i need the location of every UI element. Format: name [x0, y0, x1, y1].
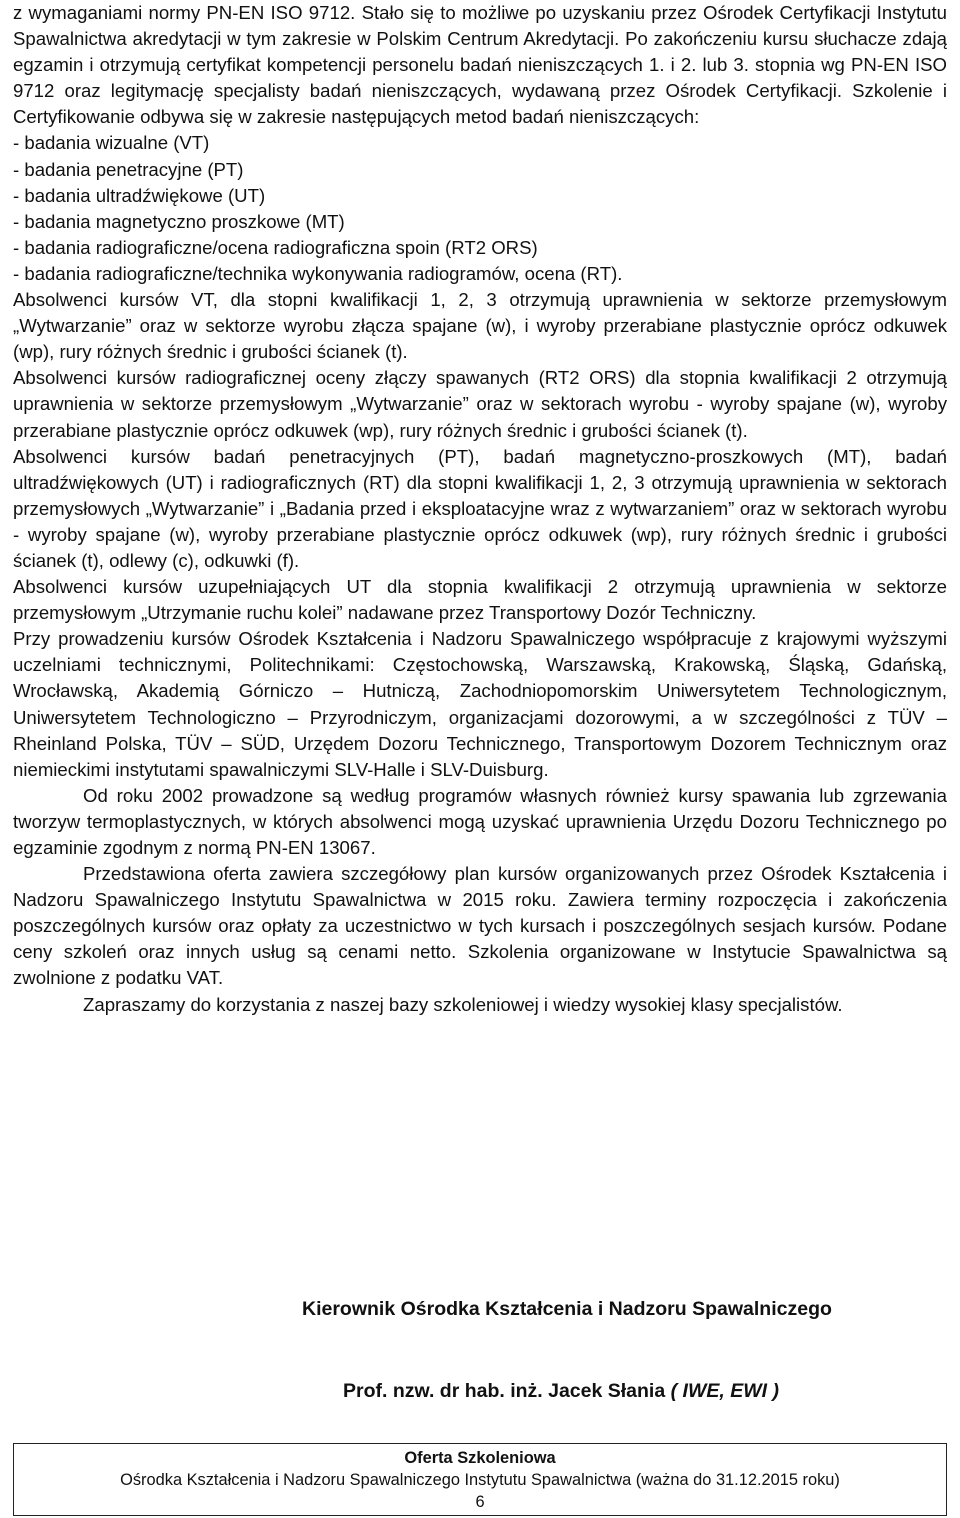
plastics-welding-paragraph: Od roku 2002 prowadzone są według programów własnych również kursy spawania lub zgrzewania tworzyw termoplastycznych, w których absolwenci mogą uzyskać uprawnienia Urzędu Dozoru Technicznego po egzaminie zgodnym z normą PN-EN 13067.	[13, 784, 947, 858]
signature-title: Kierownik Ośrodka Kształcenia i Nadzoru Spawalniczego	[302, 1298, 832, 1320]
footer-title: Oferta Szkoleniowa	[404, 1449, 556, 1467]
list-item: - badania magnetyczno proszkowe (MT)	[13, 210, 345, 232]
vt-paragraph: Absolwenci kursów VT, dla stopni kwalifikacji 1, 2, 3 otrzymują uprawnienia w sektorze przemysłowym „Wytwarzanie” oraz w sektorze wyrobu złącza spajane (w), i wyroby przerabiane plastycznie oprócz odkuwek (wp), rury różnych średnic i grubości ścianek (t).	[13, 289, 947, 363]
footer-subtitle: Ośrodka Kształcenia i Nadzoru Spawalniczego Instytutu Spawalnictwa (ważna do 31.12.2015 roku)	[120, 1471, 840, 1489]
ut-supplementary-paragraph: Absolwenci kursów uzupełniających UT dla stopnia kwalifikacji 2 otrzymują uprawnienia w sektorze przemysłowym „Utrzymanie ruchu kolei” nadawane przez Transportowy Dozór Techniczny.	[13, 576, 947, 624]
list-item: - badania ultradźwiękowe (UT)	[13, 184, 266, 206]
page-footer	[13, 1443, 947, 1516]
signature-name: Prof. nzw. dr hab. inż. Jacek Słania	[343, 1380, 666, 1402]
signature-credentials: ( IWE, EWI )	[670, 1380, 779, 1402]
list-item: - badania wizualne (VT)	[13, 132, 210, 154]
invitation-paragraph: Zapraszamy do korzystania z naszej bazy szkoleniowej i wiedzy wysokiej klasy specjalistów.	[83, 993, 843, 1015]
list-item: - badania radiograficzne/ocena radiograficzna spoin (RT2 ORS)	[13, 236, 538, 258]
intro-paragraph: z wymaganiami normy PN-EN ISO 9712. Stało się to możliwe po uzyskaniu przez Ośrodek Certyfikacji Instytutu Spawalnictwa akredytacji w tym zakresie w Polskim Centrum Akredytacji. Po zakończeniu kursu słuchacze zdają egzamin i otrzymują certyfikat kompetencji personelu badań nieniszczących 1. i 2. lub 3. stopnia wg PN-EN ISO 9712 oraz legitymację specjalisty badań nieniszczących, wydawaną przez Ośrodek Certyfikacji. Szkolenie i Certyfikowanie odbywa się w zakresie następujących metod badań nieniszczących:	[13, 2, 947, 128]
list-item: - badania penetracyjne (PT)	[13, 158, 244, 180]
rt2-paragraph: Absolwenci kursów radiograficznej oceny złączy spawanych (RT2 ORS) dla stopnia kwalifikacji 2 otrzymują uprawnienia w sektorze przemysłowym „Wytwarzanie” oraz w sektorach wyrobu - wyroby spajane (w), wyroby przerabiane plastycznie oprócz odkuwek (wp), rury różnych średnic i grubości ścianek (t).	[13, 367, 947, 441]
ndt-methods-list	[13, 130, 947, 287]
offer-paragraph: Przedstawiona oferta zawiera szczegółowy plan kursów organizowanych przez Ośrodek Kształcenia i Nadzoru Spawalniczego Instytutu Spawalnictwa w 2015 roku. Zawiera terminy rozpoczęcia i zakończenia poszczególnych kursów oraz opłaty za uczestnictwo w tych kursach i poszczególnych sesjach kursów. Podane ceny szkoleń oraz innych usług są cenami netto. Szkolenia organizowane w Instytucie Spawalnictwa są zwolnione z podatku VAT.	[13, 863, 947, 989]
document-body	[13, 0, 947, 1018]
list-item: - badania radiograficzne/technika wykonywania radiogramów, ocena (RT).	[13, 262, 623, 284]
page-number: 6	[475, 1493, 485, 1511]
cooperation-paragraph: Przy prowadzeniu kursów Ośrodek Kształcenia i Nadzoru Spawalniczego współpracuje z krajowymi wyższymi uczelniami technicznymi, Politechnikami: Częstochowską, Warszawską, Krakowską, Śląską, Gdańską, Wrocławską, Akademią Górniczo – Hutniczą, Zachodniopomorskim Uniwersytetem Technologicznym, Uniwersytetem Technologiczno – Przyrodniczym, organizacjami dozorowymi, a w szczególności z TÜV – Rheinland Polska, TÜV – SÜD, Urzędem Dozoru Technicznego, Transportowym Dozorem Technicznym oraz niemieckimi instytutami spawalniczymi SLV-Halle i SLV-Duisburg.	[13, 628, 947, 780]
pt-mt-ut-rt-paragraph: Absolwenci kursów badań penetracyjnych (PT), badań magnetyczno-proszkowych (MT), badań ultradźwiękowych (UT) i radiograficznych (RT) dla stopni kwalifikacji 1, 2, 3 otrzymują uprawnienia w sektorach przemysłowych „Wytwarzanie” i „Badania przed i eksploatacyjne wraz z wytwarzaniem” oraz w sektorach wyrobu - wyroby spajane (w), wyroby przerabiane plastycznie oprócz odkuwek (wp), rury różnych średnic i grubości ścianek (t), odlewy (c), odkuwki (f).	[13, 445, 947, 571]
signature-name-line	[343, 1380, 779, 1403]
